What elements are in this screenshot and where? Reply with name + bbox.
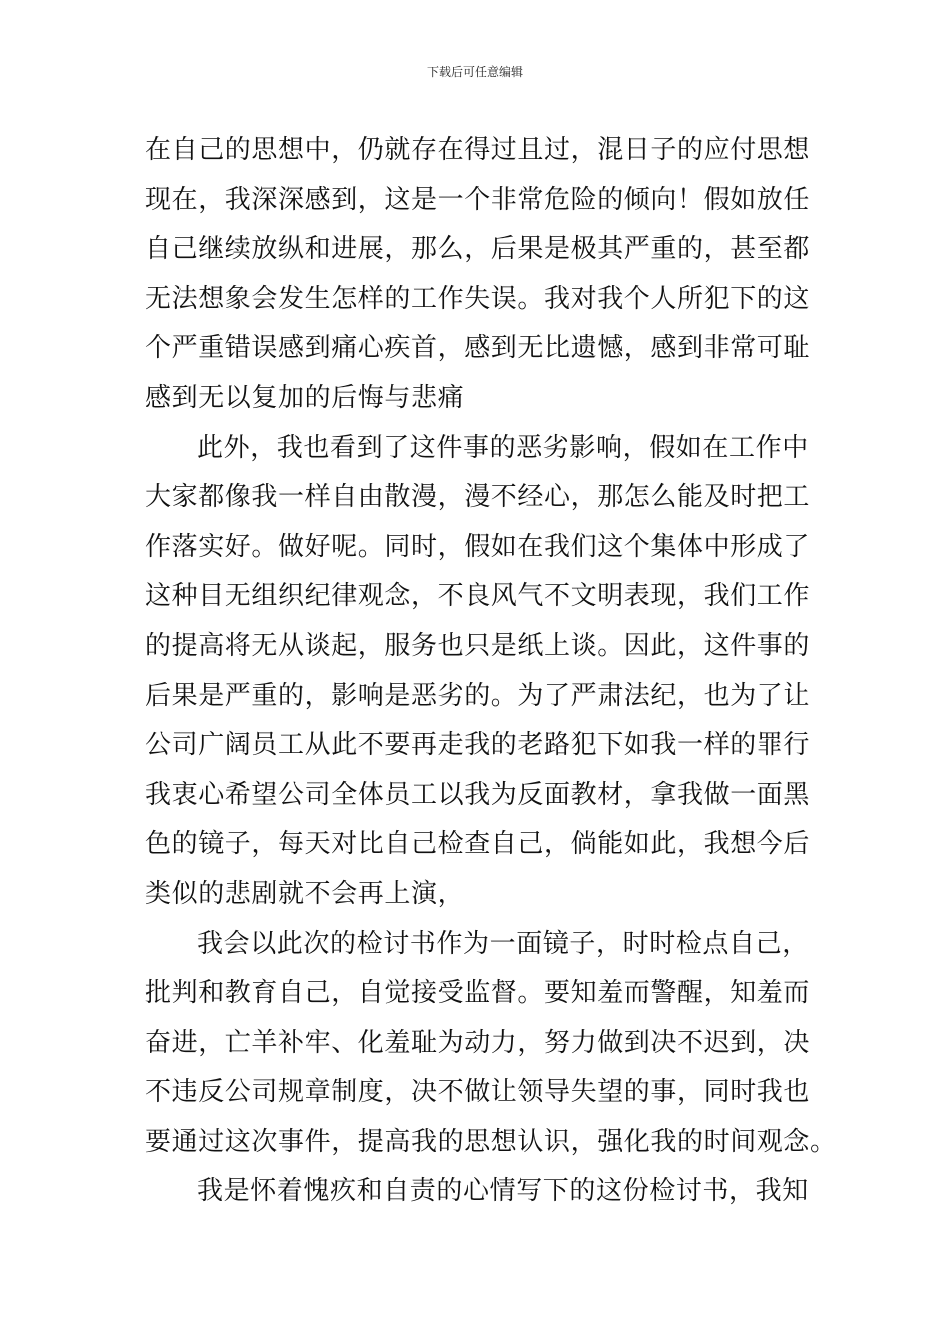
text-line: 类似的悲剧就不会再上演， <box>145 878 465 909</box>
text-line: 这种目无组织纪律观念，不良风气不文明表现，我们工作 <box>145 581 811 612</box>
document-body <box>145 126 837 1217</box>
text-line: 批判和教育自己，自觉接受监督。要知羞而警醒，知羞而 <box>145 978 811 1009</box>
text-line: 公司广阔员工从此不要再走我的老路犯下如我一样的罪行 <box>145 730 811 761</box>
paragraph-start-line: 我是怀着愧疚和自责的心情写下的这份检讨书，我知 <box>197 1176 809 1207</box>
text-line: 要通过这次事件，提高我的思想认识，强化我的时间观念。 <box>145 1126 837 1157</box>
text-line: 感到无以复加的后悔与悲痛 <box>145 382 465 413</box>
text-line: 后果是严重的，影响是恶劣的。为了严肃法纪，也为了让 <box>145 680 811 711</box>
text-line: 不违反公司规章制度，决不做让领导失望的事，同时我也 <box>145 1077 811 1108</box>
text-line: 奋进，亡羊补牢、化羞耻为动力，努力做到决不迟到，决 <box>145 1027 811 1058</box>
text-line: 大家都像我一样自由散漫，漫不经心，那怎么能及时把工 <box>145 482 811 513</box>
text-line: 在自己的思想中，仍就存在得过且过，混日子的应付思想 <box>145 135 811 165</box>
text-line: 色的镜子，每天对比自己检查自己，倘能如此，我想今后 <box>145 829 811 860</box>
paragraph-start-line: 此外，我也看到了这件事的恶劣影响，假如在工作中 <box>197 432 809 463</box>
paragraph-start-line: 我会以此次的检讨书作为一面镜子，时时检点自己， <box>197 928 809 959</box>
text-line: 个严重错误感到痛心疾首，感到无比遗憾，感到非常可耻 <box>145 333 811 364</box>
text-line: 现在，我深深感到，这是一个非常危险的倾向！假如放任 <box>145 184 811 215</box>
text-line: 我衷心希望公司全体员工以我为反面教材，拿我做一面黑 <box>145 779 811 810</box>
text-line: 作落实好。做好呢。同时，假如在我们这个集体中形成了 <box>145 531 811 562</box>
page-header-note: 下载后可任意编辑 <box>426 65 523 79</box>
text-line: 的提高将无从谈起，服务也只是纸上谈。因此，这件事的 <box>145 630 811 661</box>
text-line: 自己继续放纵和进展，那么，后果是极其严重的，甚至都 <box>145 234 811 265</box>
text-line: 无法想象会发生怎样的工作失误。我对我个人所犯下的这 <box>145 283 811 314</box>
